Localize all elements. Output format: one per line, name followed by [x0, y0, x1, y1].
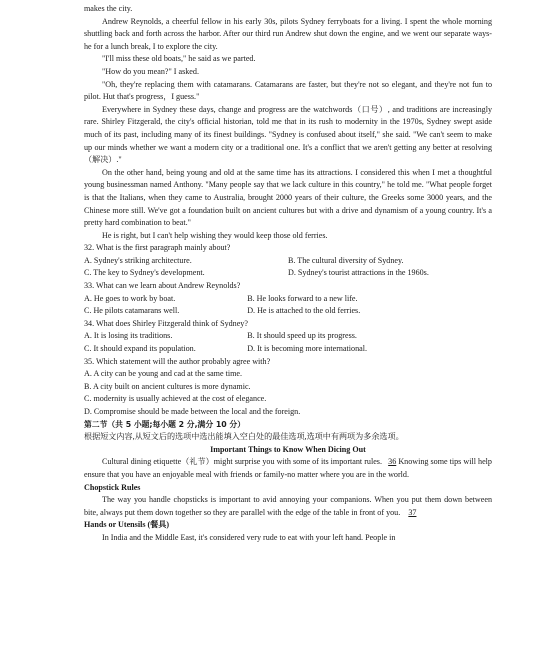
question-stem: 32. What is the first paragraph mainly about?	[84, 243, 231, 253]
passage-paragraph: Everywhere in Sydney these days, change and progress are the watchwords（口号）, and traditions are increasingly rare. Shirley Fitzgerald, the city's official historian, told me that in its rush to modernity in the 1970s, Sydney swept aside much of its past, including many of its finest buildings. "Sydney is confused about itself," she said. "We can't seem to make up our minds whether we want a modern city or a traditional one. It's a conflict that we aren't getting any better at resolving（解决）."	[84, 104, 492, 165]
passage-paragraph: "I'll miss these old boats," he said as we parted.	[102, 54, 256, 64]
cloze-intro	[84, 456, 492, 481]
question-stem: 33. What can we learn about Andrew Reynolds?	[84, 281, 241, 291]
option-c: C. He pilots catamarans well.	[84, 306, 180, 316]
option-b: B. It should speed up its progress.	[247, 331, 357, 341]
option-a: A. He goes to work by boat.	[84, 293, 176, 303]
option-a: A. Sydney's striking architecture.	[84, 255, 192, 265]
option-b: B. The cultural diversity of Sydney.	[288, 255, 404, 265]
option-d: D. He is attached to the old ferries.	[247, 306, 361, 316]
cloze-text: The way you handle chopsticks is important to avid annoying your companions. When you put them down between bite, always put them down together so they are parallel with the edge of the table in front of you.	[84, 495, 492, 517]
question-33	[84, 280, 492, 318]
passage-paragraph: He is right, but I can't help wishing they would keep those old ferries.	[102, 230, 328, 240]
section-instruction: 根据短文内容,从短文后的选项中选出能填入空白处的最佳选项,选项中有两项为多余选项。	[84, 432, 404, 442]
question-stem: 34. What does Shirley Fitzgerald think of Sydney?	[84, 318, 248, 328]
cloze-text: Cultural dining etiquette（礼节）might surprise you with some of its important rules.	[102, 457, 382, 467]
option-c: C. The key to Sydney's development.	[84, 268, 205, 278]
question-35	[84, 356, 492, 419]
option-c: C. It should expand its population.	[84, 344, 196, 354]
option-a: A. It is losing its traditions.	[84, 331, 173, 341]
option-c: C. modernity is usually achieved at the cost of elegance.	[84, 394, 267, 404]
cloze-paragraph: In India and the Middle East, it's considered very rude to eat with your left hand. People in	[102, 532, 396, 542]
option-a: A. A city can be young and cad at the same time.	[84, 369, 243, 379]
subheading-hands-utensils: Hands or Utensils (餐具)	[84, 520, 170, 530]
passage-paragraph: Andrew Reynolds, a cheerful fellow in his early 30s, pilots Sydney ferryboats for a living. I spent the whole morning shuttling back and forth across the harbor. After our third run Andrew shut down the engine, and we went our separate ways-he for a lunch break, I to explore the city.	[84, 16, 492, 51]
cloze-title: Important Things to Know When Dicing Out	[210, 444, 366, 454]
blank-36: 36	[388, 457, 397, 467]
passage-paragraph: "Oh, they're replacing them with catamarans. Catamarans are faster, but they're not so elegant, and they're not fun to pilot. Hut that's progress，I guess."	[84, 79, 492, 102]
cloze-text: Knowing some tips will help ensure that you have an enjoyable meal with friends or family-no matter where you are in the world.	[84, 457, 492, 479]
question-stem: 35. Which statement will the author probably agree with?	[84, 356, 271, 366]
cloze-paragraph	[84, 494, 492, 519]
passage-paragraph: "How do you mean?" I asked.	[102, 66, 199, 76]
blank-37: 37	[408, 507, 417, 517]
option-d: D. Sydney's tourist attractions in the 1960s.	[288, 268, 429, 278]
option-b: B. He looks forward to a new life.	[247, 293, 358, 303]
question-32	[84, 242, 492, 280]
passage-paragraph: On the other hand, being young and old at the same time has its attractions. I considered this when I met a thoughtful young businessman named Anthony. "Many people say that we lack culture in this country," he told me. "What people forget is that the Italians, when they came to Australia, brought 2000 years of their culture, the Greeks some 3000 years, and the Chinese more still. We've got a foundation built on ancient cultures but with a drive and dynamism of a young country. It's a pretty hard combination to beat."	[84, 167, 492, 228]
reading-passage	[84, 3, 492, 545]
passage-paragraph: makes the city.	[84, 4, 133, 13]
section-header: 第二节（共 5 小题;每小题 2 分,满分 10 分）	[84, 419, 246, 429]
subheading-chopstick-rules: Chopstick Rules	[84, 482, 141, 492]
option-d: D. Compromise should be made between the local and the foreign.	[84, 407, 301, 416]
question-34	[84, 318, 492, 356]
option-d: D. It is becoming more international.	[247, 344, 367, 354]
option-b: B. A city built on ancient cultures is more dynamic.	[84, 381, 251, 391]
